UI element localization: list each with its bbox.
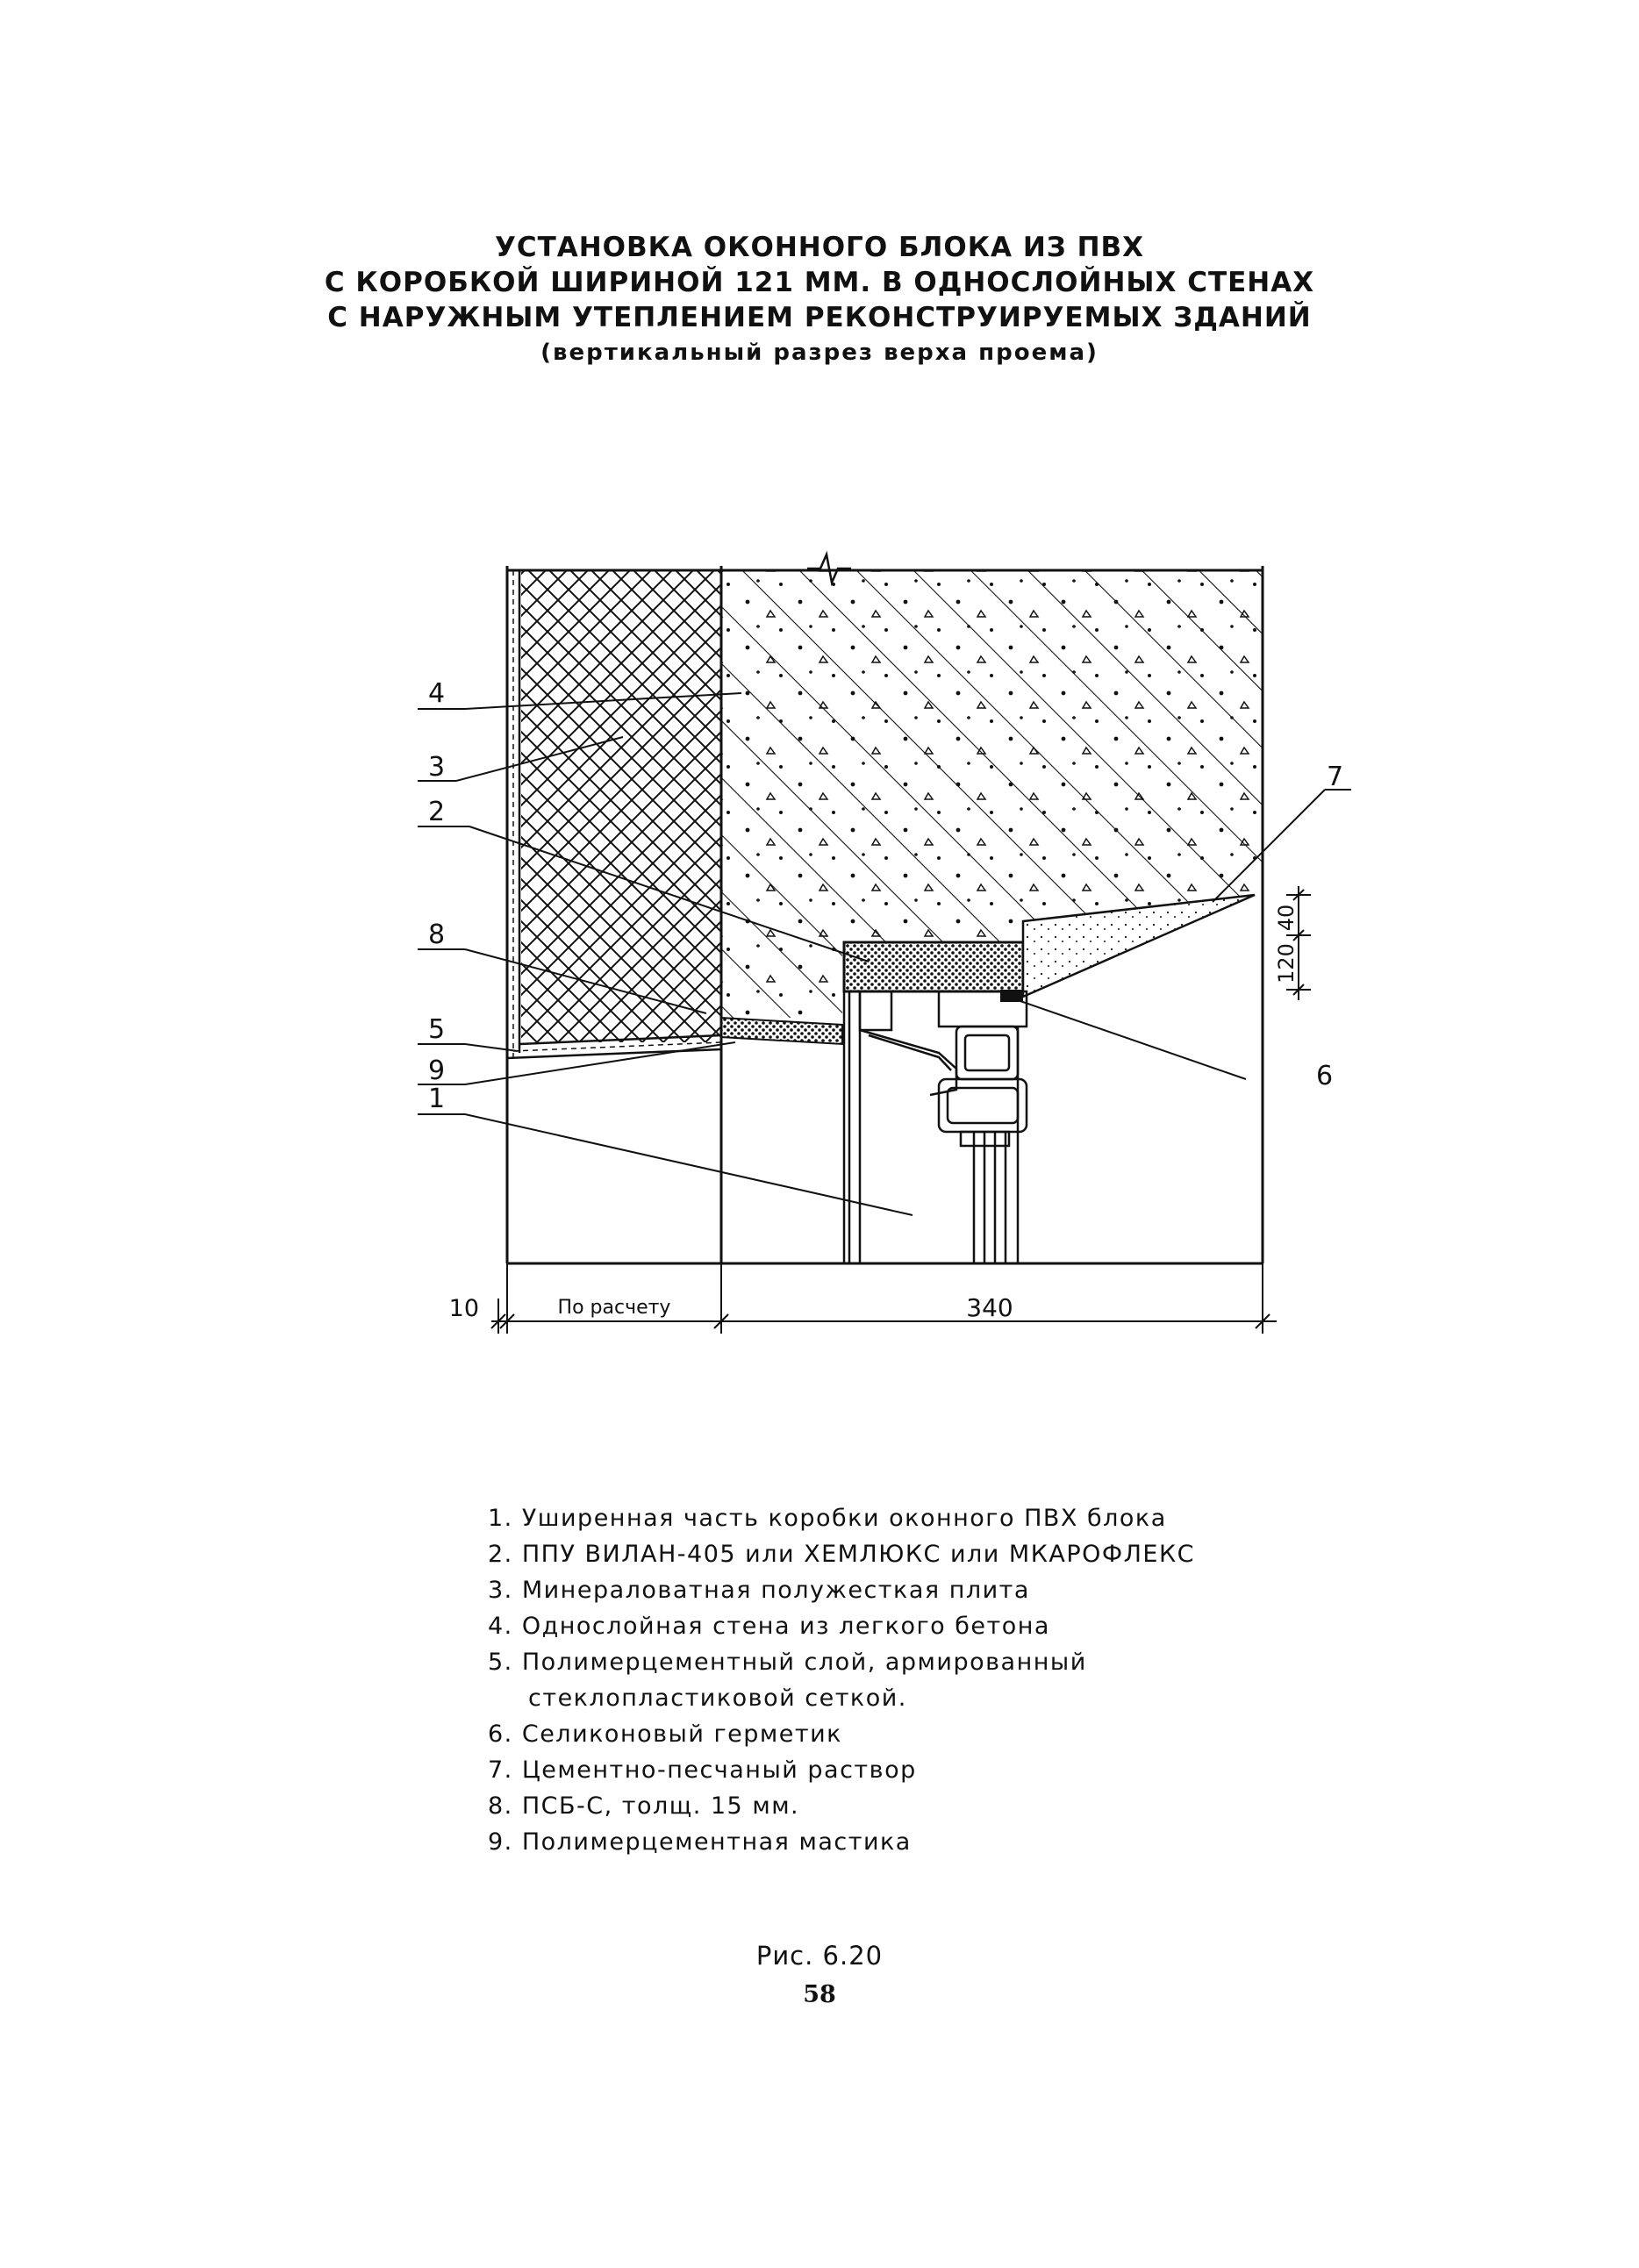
legend-item-2: 2. ППУ ВИЛАН-405 или ХЕМЛЮКС или МКАРОФЛЕКС	[488, 1541, 1196, 1568]
dim-by-calc: По расчету	[557, 1297, 671, 1319]
callout-3: 3	[428, 752, 446, 783]
legend-item-5-continued: стеклопластиковой сеткой.	[528, 1685, 907, 1712]
legend-item-9: 9. Полимерцементная мастика	[488, 1828, 912, 1856]
dim-340: 340	[966, 1293, 1013, 1322]
legend-item-1: 1. Уширенная часть коробки оконного ПВХ блока	[488, 1505, 1167, 1532]
polymer-cement-strip	[721, 1018, 842, 1044]
legend-item-4: 4. Однослойная стена из легкого бетона	[488, 1613, 1050, 1640]
legend-item-5: 5. Полимерцементный слой, армированный	[488, 1649, 1087, 1676]
figure-caption: Рис. 6.20	[755, 1941, 884, 1971]
callout-8: 8	[428, 919, 446, 950]
title-line-2: С КОРОБКОЙ ШИРИНОЙ 121 ММ. В ОДНОСЛОЙНЫХ СТЕНАХ	[324, 267, 1315, 298]
pvc-window-frame	[844, 991, 1027, 1263]
dim-120: 120	[1274, 943, 1299, 984]
callout-2: 2	[428, 797, 446, 827]
callout-4: 4	[428, 678, 446, 709]
legend	[488, 1500, 1195, 1860]
legend-item-3: 3. Минераловатная полужесткая плита	[488, 1577, 1030, 1604]
dim-10: 10	[448, 1295, 479, 1322]
page-number: 58	[803, 1981, 836, 2008]
legend-item-6: 6. Селиконовый герметик	[488, 1721, 842, 1748]
callout-7: 7	[1327, 762, 1344, 792]
callout-6: 6	[1316, 1061, 1334, 1091]
legend-item-8: 8. ПСБ-С, толщ. 15 мм.	[488, 1792, 800, 1820]
callout-1: 1	[428, 1084, 446, 1114]
dim-40: 40	[1274, 904, 1299, 932]
callout-9: 9	[428, 1055, 446, 1086]
title-line-1: УСТАНОВКА ОКОННОГО БЛОКА ИЗ ПВХ	[494, 232, 1145, 263]
legend-item-7: 7. Цементно-песчаный раствор	[488, 1756, 917, 1784]
title-line-3: С НАРУЖНЫМ УТЕПЛЕНИЕМ РЕКОНСТРУИРУЕМЫХ ЗДАНИЙ	[327, 302, 1312, 333]
pu-foam-block	[844, 942, 1023, 991]
title-line-4: (вертикальный разрез верха проема)	[540, 340, 1099, 366]
callout-5: 5	[428, 1014, 446, 1045]
